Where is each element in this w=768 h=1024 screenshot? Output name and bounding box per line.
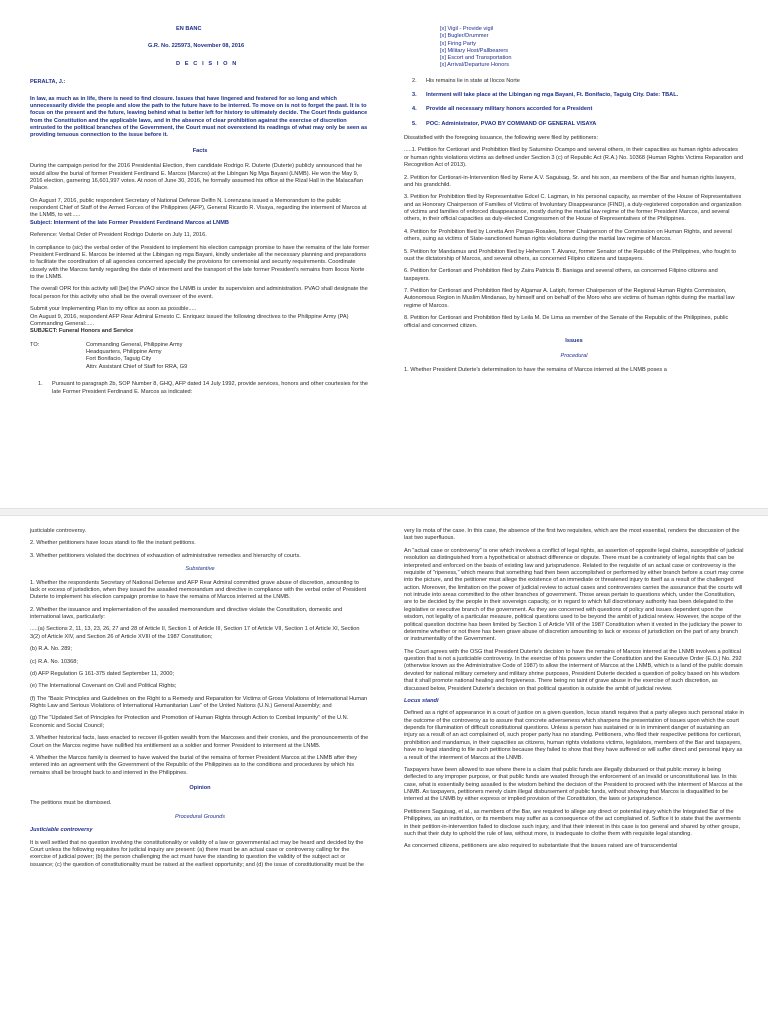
directive-subject: SUBJECT: Funeral Honors and Service <box>30 328 134 335</box>
petition-item: 7. Petition for Certiorari and Prohibition filed by Algamar A. Latiph, former Chairperson of the Regional Human Rights Commission, Autonomous Region in Muslim Mindanao, by himself and on behalf of the Moro who are victims of human rights during the martial law regime of Marcos. <box>404 288 735 309</box>
petition-item: 4. Petition for Prohibition filed by Loretta Ann Pargas-Rosales, former Chairperson of the Commission on Human Rights, and several others, suing as victims of State-sanctioned human rights violations during the martial law regime of Marcos. <box>404 228 732 243</box>
directive-item: 4. Provide all necessary military honors accorded for a President <box>412 106 593 113</box>
petition-item: .....1. Petition for Certiorari and Prohibition filed by Saturnino Ocampo and several others, in their capacities as human rights advocates or human rights violations victims as defined under Section 3 (c) of Republic Act (R.A.) No. 10368 (Human Rights Victims Reparation and Recognition Act of 2013). <box>404 147 744 169</box>
document-page-2 <box>0 516 768 1024</box>
checklist-item: [x] Bugler/Drummer <box>440 33 489 40</box>
issue-1: 1. Whether President Duterte's determination to have the remains of Marcos interred at the LNMB poses a <box>404 366 667 373</box>
substantive-issue: 2. Whether the issuance and implementation of the assailed memorandum and directive violate the Constitution, domestic and international laws, particularly: <box>30 606 343 620</box>
substantive-issue: 3. Whether historical facts, laws enacted to recover ill-gotten wealth from the Marcoses and their cronies, and the pronouncements of the Court on the Marcos regime have nullified his entitlement as a soldier and former President to interment at the LNMB. <box>30 735 369 749</box>
paragraph: Petitioners Saguisag, et al., as members of the Bar, are required to allege any direct or potential injury which the Integrated Bar of the Philippines, as an institution, or its members may suffer as a consequence of the act complained of. Suffice it to state that the averments in their petition-in-intervention failed to disclose such injury, and that their interest in this case is too general and shared by other groups, such that their duty to uphold the rule of law, without more, is inadequate to clothe them with requisite legal standing. <box>404 808 741 837</box>
page1-right-column <box>404 0 744 379</box>
procedural-heading: Procedural <box>560 353 588 360</box>
checklist-item: [x] Arrival/Departure Honors <box>440 62 510 69</box>
paragraph: An "actual case or controversy" is one which involves a conflict of legal rights, an assertion of opposite legal claims, susceptible of judicial resolution as distinguished from a hypothetical or abstract difference or dispute. There must be a contrariety of legal rights that can be interpreted and enforced on the basis of existing law and jurisprudence. Related to the requisite of an actual case or controversy is the requisite of "ripeness," which means that something had then been accomplished or performed by either branch before a court may come into the picture, and the petitioner must allege the existence of an immediate or threatened injury to itself as a result of the challenged action. Moreover, the limitation on the power of judicial review to actual cases and controversies carries the assurance that the courts will not intrude into areas committed to the other branches of government. Those areas pertain to questions which, under the Constitution, are to be decided by the people in their sovereign capacity, or in regard to which full discretionary authority has been delegated to the legislative or executive branch of the government. As they are concerned with questions of policy and issues dependent upon the wisdom, not legality of a particular measure, political questions used to be beyond the ambit of judicial review. However, the scope of the political question doctrine has been limited by Section 1 of Article VIII of the 1987 Constitution when it vested in the judiciary the power to determine whether or not there has been grave abuse of discretion amounting to lack or excess of jurisdiction on the part of any branch or instrumentality of the Government. <box>404 547 744 643</box>
to-label: TO: <box>30 341 40 348</box>
page1-left-column <box>30 0 370 403</box>
memo-subject: Subject: Interment of the late Former President Ferdinand Marcos at LNMB <box>30 219 229 226</box>
memo-submit: Submit your Implementing Plan to my office as soon as possible..... <box>30 306 197 313</box>
page2-right-column <box>404 528 744 856</box>
substantive-issue: 1. Whether the respondents Secretary of National Defense and AFP Rear Admiral committed grave abuse of discretion, amounting to lack or excess of jurisdiction, when they issued the assailed memorandum and directive in compliance with the verbal order of President Duterte to implement his election campaign promise to have the remains of Marcos interred at the LNMB. <box>30 579 367 601</box>
page2-left-column <box>30 528 370 874</box>
directive-item-1: 1. Pursuant to paragraph 2b, SOP Number 8, GHQ, AFP dated 14 July 1992, provide services, honors and other courtesies for the late Former President Ferdinand E. Marcos as indicated: <box>38 381 369 395</box>
issues-heading: Issues <box>565 337 583 344</box>
petition-item: 3. Petition for Prohibition filed by Representative Edcel C. Lagman, in his personal capacity, as member of the House of Representatives and as Honorary Chairperson of Families of Victims of Involuntary Disappearance (FIND), a duly-registered corporation and organization of victims and families of enforced disappearance, mostly during the martial law regime of the former President Marcos, and several others, in their official capacities as duly-elected Congressmen of the House of Representatives of the Philippines. <box>404 194 742 223</box>
justiciable-controversy-heading: Justiciable controversy <box>30 827 93 834</box>
petition-item: 8. Petition for Certiorari and Prohibition filed by Leila M. De Lima as member of the Senate of the Republic of the Philippines, public official and concerned citizen. <box>404 315 729 329</box>
honors-checklist <box>440 26 744 70</box>
court-division: EN BANC <box>176 26 202 32</box>
to-line: Attn: Assistant Chief of Staff for RRA, G9 <box>86 363 188 370</box>
paragraph: The Court agrees with the OSG that President Duterte's decision to have the remains of Marcos interred at the LNMB involves a political question that is not a justiciable controversy. In the exercise of his powers under the Constitution and the Executive Order (E.O.) No. 292 (otherwise known as the Administrative Code of 1987) to allow the interment of Marcos at the LNMB, which is a land of the public domain devoted for national military cemetery and military shrine purposes, President Duterte decided a question of policy based on his wisdom that it shall promote national healing and forgiveness. There being no taint of grave abuse in the exercise of such discretion, as discussed below, President Duterte's decision on that political question is outside the ambit of judicial review. <box>404 648 743 692</box>
memo-body: In compliance to (sic) the verbal order of the President to implement his election campaign promise to have the remains of the late former President Ferdinand E. Marcos be interred at the Libingan ng mga Bayani, kindly undertake all the necessary planning and preparations to facilitate the coordination of all agencies concerned specially the provisions for ceremonial and security requirements. Coordinate closely with the Marcos family regarding the date of interment and the transport of the late former President's remains from Ilocos Norte to the LNMB. <box>30 244 370 280</box>
petitions-intro: Dissatisfied with the foregoing issuance, the following were filed by petitioners: <box>404 135 599 142</box>
checklist-item: [x] Military Host/Pallbearers <box>440 47 509 54</box>
ruling: The petitions must be dismissed. <box>30 800 112 807</box>
document-page-1 <box>0 0 768 508</box>
facts-heading: Facts <box>192 147 208 154</box>
law-item: (c) R.A. No. 10368; <box>30 658 78 665</box>
law-item: (b) R.A. No. 289; <box>30 646 72 653</box>
substantive-issue: 4. Whether the Marcos family is deemed to have waived the burial of the remains of former President Marcos at the LNMB after they entered into an agreement with the Government of the Republic of the Philippines as to the conditions and procedures by which his remains shall be brought back to and interred in the Philippines. <box>30 754 358 776</box>
checklist-item: [x] Firing Party <box>440 40 477 47</box>
law-item: (d) AFP Regulation G 161-375 dated September 11, 2000; <box>30 670 175 677</box>
substantive-heading: Substantive <box>185 566 215 573</box>
facts-paragraph-1: During the campaign period for the 2016 Presidential Election, then candidate Rodrigo R. Duterte (Duterte) publicly announced that he would allow the burial of former President Ferdinand E. Marcos (Marcos) at the Libingan Ng Mga Bayani (LNMB). He won the May 9, 2016 election, garnering 16,601,997 votes. At noon of June 30, 2016, he formally assumed his office at the Rizal Hall in the Malacañan Palace. <box>30 163 363 192</box>
memo-reference: Reference: Verbal Order of President Rodrigo Duterte on July 11, 2016. <box>30 232 207 239</box>
procedural-grounds-heading: Procedural Grounds <box>174 813 226 820</box>
petition-item: 6. Petition for Certiorari and Prohibition filed by Zaira Patricia B. Baniaga and several others, as concerned Filipino citizens and taxpayers. <box>404 268 718 282</box>
case-number: G.R. No. 225973, November 08, 2016 <box>148 43 245 50</box>
page-separator <box>0 508 768 516</box>
facts-paragraph-2: On August 7, 2016, public respondent Secretary of National Defense Delfin N. Lorenzana issued a Memorandum to the public respondent Chief of Staff of the Armed Forces of the Philippines (AFP), General Ricardo R. Visaya, regarding the interment of Marcos at the LNMB, to wit:..... <box>30 197 367 219</box>
to-line: Headquarters, Philippine Army <box>86 349 162 355</box>
paragraph: As concerned citizens, petitioners are also required to substantiate that the issues raised are of transcendental <box>404 843 678 850</box>
issue-3: 3. Whether petitioners violated the doctrines of exhaustion of administrative remedies and hierarchy of courts. <box>30 552 301 559</box>
law-item: .....(a) Sections 2, 11, 13, 23, 26, 27 and 28 of Article II, Section 1 of Article III, Section 17 of Article VII, Section 1 of Article XI, Section 3(2) of Article XIV, and Section 26 of Article XVIII of the 1987 Constitution; <box>30 626 360 640</box>
directive-item: 3. Interment will take place at the Libingan ng mga Bayani, Ft. Bonifacio, Taguig City. Date: TBAL. <box>412 91 679 98</box>
directive-item: 5. POC: Administrator, PVAO BY COMMAND OF GENERAL VISAYA <box>412 120 597 127</box>
paragraph: Defined as a right of appearance in a court of justice on a given question, locus standi requires that a party alleges such personal stake in the outcome of the controversy as to assure that concrete adverseness which sharpens the presentation of issues upon which the court depends for illumination of difficult constitutional questions. Unless a person has sustained or is in imminent danger of sustaining an injury as a result of an act complained of, such proper party has no standing. Petitioners, who filed their respective petitions for certiorari, prohibition and mandamus, in their capacities as citizens, human rights violations victims, legislators, members of the Bar and taxpayers, have no legal standing to file such petitions because they failed to show that they have suffered or will suffer direct and personal injury as a result of the interment of Marcos at the LNMB. <box>404 710 744 761</box>
paragraph: very lis mota of the case. In this case, the absence of the first two requisites, which are the most essential, renders the discussion of the last two superfluous. <box>404 528 740 542</box>
intro-paragraph: In law, as much as in life, there is need to find closure. Issues that have lingered and festered for so long and which unnecessarily divide the people and slow the path to the future have to be interred. To move on is not to forget the past. It is to focus on the present and the future, leaving behind what is better left for history to ultimately decide. The Court finds guidance from the Constitution and the applicable laws, and in the absence of clear prohibition against the exercise of discretion entrusted to the political branches of the Government, the Court must not overextend its readings of what may only be seen as providing tenuous connection to the issue before it. <box>30 95 368 139</box>
justiciable-controversy-text: It is well settled that no question involving the constitutionality or validity of a law or governmental act may be heard and decided by the Court unless the following requisites for judicial inquiry are present: (a) there must be an actual case or controversy calling for the exercise of judicial power; (b) the person challenging the act must have the standing to question the validity of the subject act or issuance; (c) the question of constitutionality must be raised at the earliest opportunity; and (d) the issue of constitutionality must be the <box>30 839 364 868</box>
ponente: PERALTA, J.: <box>30 79 66 86</box>
law-item: (f) The "Basic Principles and Guidelines on the Right to a Remedy and Reparation for Victims of Gross Violations of International Human Rights Law and Serious Violations of International Humanitarian Law" of the United Nations (U.N.) General Assembly; and <box>30 695 368 709</box>
petition-item: 5. Petition for Mandamus and Prohibition filed by Heherson T. Alvarez, former Senator of the Republic of the Philippines, who fought to oust the dictatorship of Marcos, and several others, as concerned Filipino citizens and taxpayers. <box>404 248 736 262</box>
issue-1-continued: justiciable controversy. <box>30 528 87 534</box>
locus-standi-heading: Locus standi <box>404 697 439 704</box>
petition-item: 2. Petition for Certiorari-in-Intervention filed by Rene A.V. Saguisag, Sr. and his son, as members of the Bar and human rights lawyers, and his grandchild. <box>404 174 736 188</box>
directive-item: 2. His remains lie in state at Ilocos Norte <box>412 77 520 84</box>
to-line: Fort Bonifacio, Taguig City <box>86 356 152 363</box>
directive-intro: On August 9, 2016, respondent AFP Rear Admiral Ernesto C. Enriquez issued the following directives to the Philippine Army (PA) Commanding General:..... <box>30 313 349 327</box>
law-item: (e) The International Covenant on Civil and Political Rights; <box>30 683 177 690</box>
memo-opr: The overall OPR for this activity will [be] the PVAO since the LNMB is under its supervision and administration. PVAO shall designate the focal person for this activity who shall be the overall overseer of the event. <box>30 286 368 300</box>
checklist-item: [x] Vigil - Provide vigil <box>440 26 494 32</box>
to-line: Commanding General, Philippine Army <box>86 341 183 348</box>
checklist-item: [x] Escort and Transportation <box>440 55 512 62</box>
directive-addressee <box>30 342 370 372</box>
law-item: (g) The "Updated Set of Principles for Protection and Promotion of Human Rights through Action to Combat Impunity" of the U.N. Economic and Social Council; <box>30 715 349 729</box>
decision-title: D E C I S I O N <box>176 60 238 67</box>
paragraph: Taxpayers have been allowed to sue where there is a claim that public funds are illegally disbursed or that public money is being deflected to any improper purpose, or that public funds are wasted through the enforcement of an invalid or unconstitutional law. In this case, what is essentially being assailed is the wisdom behind the decision of the President to proceed with the interment of Marcos at the LNMB. As taxpayers, petitioners merely claim illegal disbursement of public funds, without showing that Marcos is disqualified to be interred at the LNMB by either express or implied provision of the Constitution, the laws or jurisprudence. <box>404 766 743 803</box>
issue-2: 2. Whether petitioners have locus standi to file the instant petitions. <box>30 540 196 547</box>
opinion-heading: Opinion <box>189 785 211 791</box>
